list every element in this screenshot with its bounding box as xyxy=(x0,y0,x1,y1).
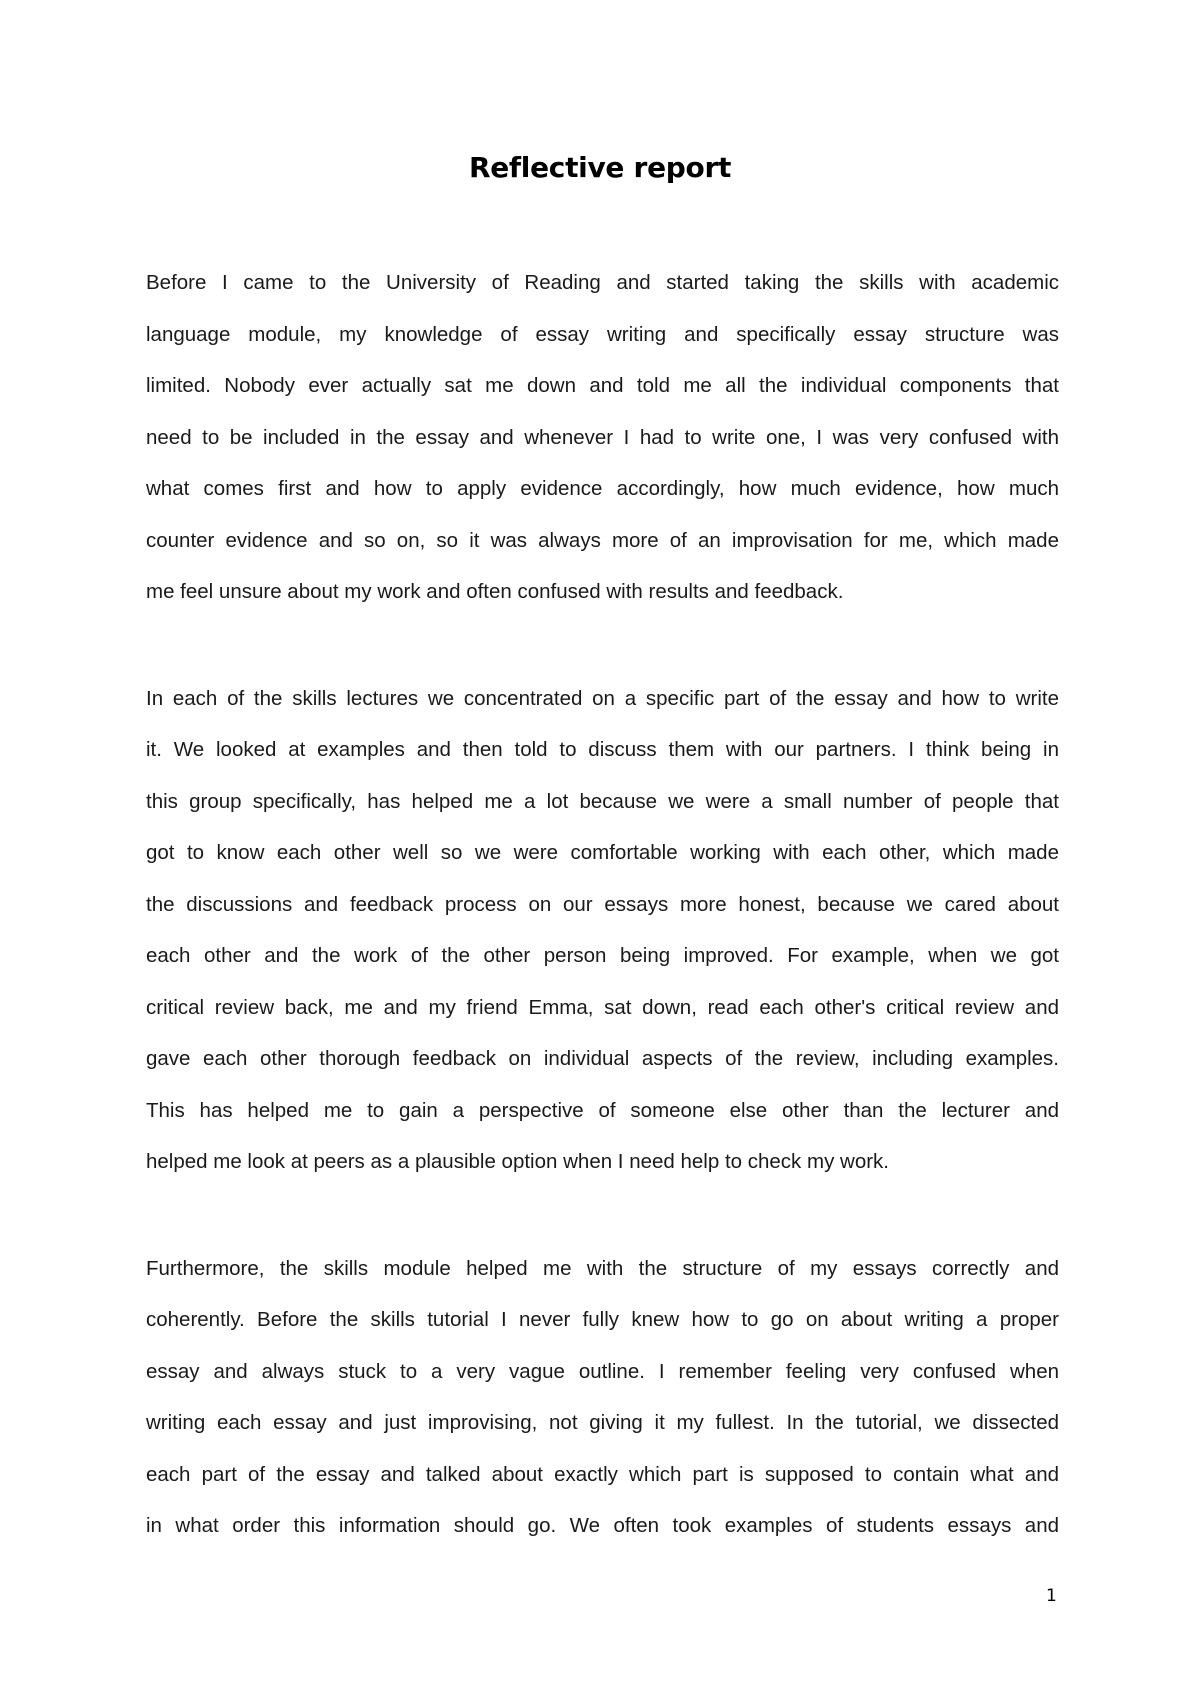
text-line: writing each essay and just improvising, not giving it my fullest. In the tutorial, we dissected xyxy=(146,1411,1059,1434)
text-line: helped me look at peers as a plausible option when I need help to check my work. xyxy=(146,1150,889,1173)
text-line: need to be included in the essay and whenever I had to write one, I was very confused with xyxy=(146,425,1059,449)
paragraph-3 xyxy=(146,1243,1059,1552)
text-line: each part of the essay and talked about exactly which part is supposed to contain what and xyxy=(146,1462,1059,1486)
text-line: limited. Nobody ever actually sat me down and told me all the individual components that xyxy=(146,374,1059,397)
text-line: coherently. Before the skills tutorial I never fully knew how to go on about writing a proper xyxy=(146,1308,1059,1331)
text-line: essay and always stuck to a very vague outline. I remember feeling very confused when xyxy=(146,1359,1059,1383)
text-line: what comes first and how to apply evidence accordingly, how much evidence, how much xyxy=(146,477,1059,500)
text-line: This has helped me to gain a perspective of someone else other than the lecturer and xyxy=(146,1098,1059,1122)
text-line: In each of the skills lectures we concentrated on a specific part of the essay and how to write xyxy=(146,686,1059,710)
document-title: Reflective report xyxy=(468,151,732,184)
text-line: Furthermore, the skills module helped me with the structure of my essays correctly and xyxy=(146,1256,1059,1280)
text-line: critical review back, me and my friend Emma, sat down, read each other's critical review and xyxy=(146,995,1059,1019)
document-body xyxy=(146,257,1059,1607)
text-line: it. We looked at examples and then told to discuss them with our partners. I think being in xyxy=(146,738,1059,761)
text-line: each other and the work of the other person being improved. For example, when we got xyxy=(146,944,1059,967)
text-line: the discussions and feedback process on our essays more honest, because we cared about xyxy=(146,892,1059,916)
paragraph-1 xyxy=(146,257,1059,618)
text-line: language module, my knowledge of essay writing and specifically essay structure was xyxy=(146,322,1059,346)
paragraph-2 xyxy=(146,673,1059,1188)
text-line: counter evidence and so on, so it was always more of an improvisation for me, which made xyxy=(146,528,1059,552)
text-line: me feel unsure about my work and often confused with results and feedback. xyxy=(146,580,844,603)
text-line: this group specifically, has helped me a lot because we were a small number of people that xyxy=(146,789,1059,813)
text-line: got to know each other well so we were comfortable working with each other, which made xyxy=(146,841,1059,864)
page-number: 1 xyxy=(1046,1586,1057,1606)
text-line: gave each other thorough feedback on individual aspects of the review, including examples. xyxy=(146,1047,1059,1070)
text-line: in what order this information should go. We often took examples of students essays and xyxy=(146,1514,1059,1537)
text-line: Before I came to the University of Reading and started taking the skills with academic xyxy=(146,271,1059,294)
